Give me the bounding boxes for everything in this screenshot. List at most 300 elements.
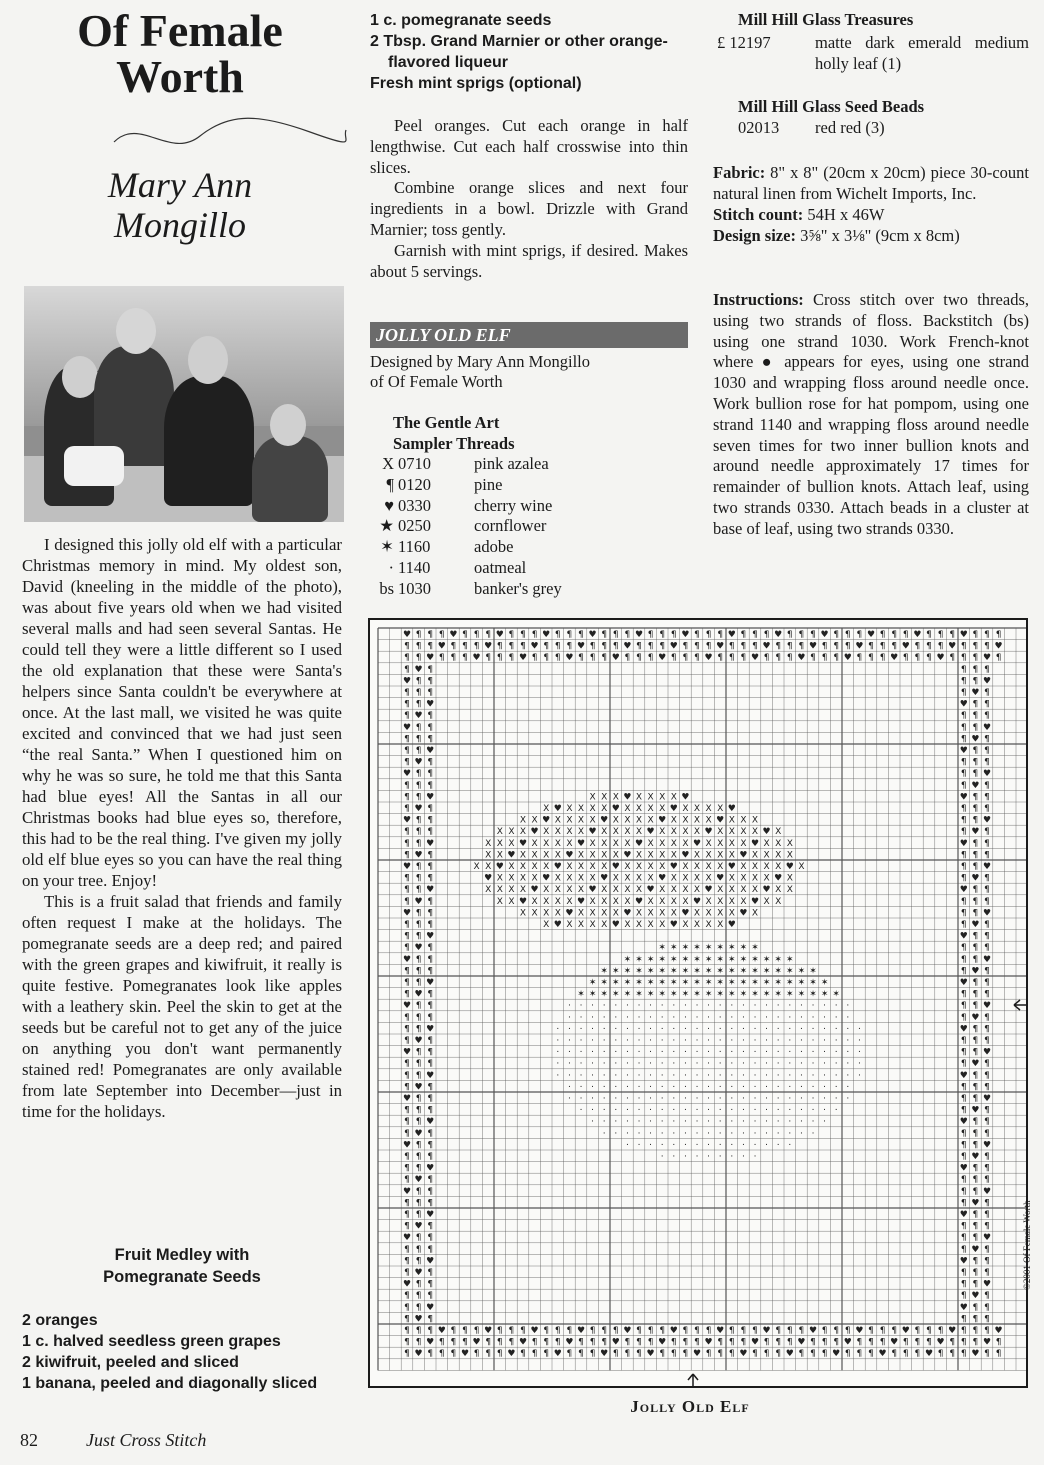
svg-text:·: ·	[753, 1036, 757, 1047]
svg-text:¶: ¶	[752, 1326, 758, 1337]
svg-text:✶: ✶	[739, 989, 748, 1000]
svg-text:·: ·	[602, 1082, 606, 1093]
svg-text:·: ·	[614, 1024, 618, 1035]
svg-text:♥: ♥	[994, 641, 1003, 652]
svg-text:♥: ♥	[681, 908, 690, 919]
svg-text:♥: ♥	[426, 838, 435, 849]
svg-text:♥: ♥	[623, 641, 632, 652]
chart-grid	[370, 620, 1026, 1386]
svg-text:¶: ¶	[578, 653, 584, 664]
svg-text:¶: ¶	[984, 711, 990, 722]
bead-description: red red (3)	[815, 118, 885, 137]
svg-text:♥: ♥	[460, 1349, 470, 1360]
svg-text:X: X	[659, 827, 666, 838]
svg-text:♥: ♥	[669, 862, 678, 873]
svg-text:♥: ♥	[669, 920, 678, 931]
svg-text:¶: ¶	[960, 1233, 967, 1244]
svg-text:♥: ♥	[658, 653, 667, 664]
svg-text:¶: ¶	[879, 630, 886, 641]
svg-text:✶: ✶	[646, 978, 655, 989]
svg-text:X: X	[624, 815, 631, 826]
svg-text:¶: ¶	[984, 630, 990, 641]
svg-text:¶: ¶	[589, 1337, 596, 1348]
svg-text:♥: ♥	[402, 722, 412, 733]
svg-text:X: X	[543, 804, 550, 815]
svg-text:·: ·	[823, 1059, 827, 1070]
svg-text:¶: ¶	[856, 1337, 863, 1348]
svg-text:·: ·	[625, 1059, 629, 1070]
svg-text:¶: ¶	[415, 1302, 422, 1313]
svg-text:X: X	[659, 920, 666, 931]
svg-text:♥: ♥	[959, 885, 968, 896]
svg-text:¶: ¶	[960, 722, 967, 733]
svg-text:X: X	[717, 896, 724, 907]
svg-text:X: X	[682, 827, 689, 838]
svg-text:¶: ¶	[404, 653, 410, 664]
svg-text:X: X	[693, 908, 701, 919]
svg-text:¶: ¶	[972, 1268, 979, 1279]
svg-text:✶: ✶	[786, 978, 794, 989]
svg-text:¶: ¶	[752, 641, 758, 652]
svg-text:¶: ¶	[960, 1279, 967, 1290]
svg-text:X: X	[682, 920, 689, 931]
svg-text:X: X	[566, 920, 573, 931]
svg-text:X: X	[740, 827, 747, 838]
svg-text:·: ·	[707, 1047, 711, 1058]
svg-text:¶: ¶	[404, 1302, 410, 1313]
svg-text:♥: ♥	[518, 838, 528, 849]
svg-text:¶: ¶	[531, 630, 538, 641]
svg-text:¶: ¶	[810, 1337, 816, 1348]
svg-text:·: ·	[567, 1012, 571, 1023]
svg-text:¶: ¶	[833, 653, 840, 664]
svg-text:♥: ♥	[971, 1012, 980, 1023]
svg-text:¶: ¶	[786, 653, 793, 664]
svg-text:X: X	[612, 873, 619, 884]
svg-text:♥: ♥	[414, 664, 423, 675]
svg-text:¶: ¶	[427, 769, 434, 780]
svg-text:X: X	[508, 862, 515, 873]
svg-text:♥: ♥	[402, 1140, 412, 1151]
svg-text:♥: ♥	[716, 1326, 725, 1337]
svg-text:♥: ♥	[959, 1070, 968, 1081]
svg-text:·: ·	[846, 1024, 850, 1035]
svg-text:·: ·	[614, 1105, 618, 1116]
svg-text:·: ·	[718, 1152, 722, 1163]
magazine-name: Just Cross Stitch	[86, 1430, 207, 1450]
svg-text:X: X	[740, 896, 747, 907]
svg-text:·: ·	[625, 1024, 629, 1035]
svg-text:X: X	[577, 920, 585, 931]
svg-text:·: ·	[695, 1059, 699, 1070]
svg-text:X: X	[624, 838, 631, 849]
svg-text:♥: ♥	[982, 815, 992, 826]
svg-text:·: ·	[637, 1094, 641, 1105]
svg-text:♥: ♥	[414, 1082, 423, 1093]
svg-text:¶: ¶	[960, 1152, 967, 1163]
svg-text:·: ·	[857, 1070, 861, 1081]
svg-text:·: ·	[625, 1105, 629, 1116]
svg-text:¶: ¶	[554, 641, 561, 652]
svg-text:¶: ¶	[972, 630, 979, 641]
svg-text:X: X	[728, 827, 735, 838]
svg-text:¶: ¶	[949, 653, 956, 664]
svg-text:X: X	[705, 850, 712, 861]
svg-text:X: X	[659, 896, 666, 907]
svg-text:¶: ¶	[427, 676, 434, 687]
svg-text:♥: ♥	[588, 885, 597, 896]
svg-text:♥: ♥	[982, 908, 992, 919]
svg-text:·: ·	[846, 1047, 850, 1058]
svg-text:·: ·	[765, 1012, 769, 1023]
svg-text:X: X	[751, 885, 759, 896]
svg-text:·: ·	[695, 1105, 699, 1116]
svg-text:¶: ¶	[636, 1326, 642, 1337]
svg-text:·: ·	[695, 1036, 699, 1047]
svg-text:·: ·	[660, 1047, 664, 1058]
svg-text:·: ·	[695, 1128, 699, 1139]
svg-text:✶: ✶	[635, 978, 643, 989]
svg-text:X: X	[519, 908, 527, 919]
svg-text:¶: ¶	[427, 641, 434, 652]
svg-text:·: ·	[765, 1105, 769, 1116]
svg-text:·: ·	[672, 1140, 676, 1151]
svg-text:♥: ♥	[959, 746, 968, 757]
svg-text:·: ·	[579, 1105, 583, 1116]
svg-text:X: X	[705, 873, 712, 884]
svg-text:¶: ¶	[415, 1012, 422, 1023]
svg-text:·: ·	[614, 1047, 618, 1058]
thread-color: adobe	[474, 537, 514, 557]
svg-text:¶: ¶	[404, 746, 410, 757]
svg-text:¶: ¶	[810, 653, 816, 664]
svg-text:·: ·	[741, 1152, 745, 1163]
svg-text:¶: ¶	[960, 1186, 967, 1197]
svg-text:♥: ♥	[414, 1175, 423, 1186]
svg-text:♥: ♥	[820, 630, 829, 641]
svg-text:X: X	[554, 850, 561, 861]
title-flourish	[110, 110, 350, 158]
svg-text:♥: ♥	[530, 1326, 539, 1337]
svg-text:♥: ♥	[426, 1163, 435, 1174]
svg-text:¶: ¶	[984, 931, 990, 942]
svg-text:X: X	[589, 896, 596, 907]
svg-text:·: ·	[741, 1059, 745, 1070]
svg-text:♥: ♥	[634, 630, 644, 641]
svg-text:·: ·	[695, 1094, 699, 1105]
svg-text:¶: ¶	[404, 804, 410, 815]
svg-text:·: ·	[649, 1140, 653, 1151]
svg-text:♥: ♥	[472, 1337, 481, 1348]
svg-text:¶: ¶	[404, 1221, 410, 1232]
svg-text:¶: ¶	[960, 641, 967, 652]
svg-text:¶: ¶	[543, 653, 550, 664]
svg-text:✶: ✶	[774, 989, 782, 1000]
svg-text:¶: ¶	[404, 920, 410, 931]
svg-text:✶: ✶	[728, 954, 736, 965]
svg-text:·: ·	[672, 1047, 676, 1058]
svg-text:X: X	[728, 873, 735, 884]
svg-text:¶: ¶	[786, 641, 793, 652]
svg-text:X: X	[612, 908, 619, 919]
svg-text:X: X	[728, 815, 735, 826]
svg-text:♥: ♥	[484, 1326, 493, 1337]
svg-text:¶: ¶	[763, 630, 770, 641]
svg-text:·: ·	[707, 1036, 711, 1047]
svg-text:¶: ¶	[612, 1349, 619, 1360]
svg-text:·: ·	[776, 1059, 780, 1070]
svg-text:X: X	[531, 850, 538, 861]
svg-text:·: ·	[811, 1024, 815, 1035]
svg-text:·: ·	[788, 1059, 792, 1070]
svg-text:·: ·	[672, 1128, 676, 1139]
svg-text:¶: ¶	[984, 1244, 990, 1255]
svg-text:♥: ♥	[542, 873, 551, 884]
svg-text:¶: ¶	[960, 769, 967, 780]
svg-text:·: ·	[765, 1024, 769, 1035]
svg-text:·: ·	[765, 1094, 769, 1105]
svg-text:♥: ♥	[890, 1337, 899, 1348]
svg-text:·: ·	[660, 1105, 664, 1116]
svg-text:X: X	[647, 838, 654, 849]
svg-text:♥: ♥	[681, 630, 690, 641]
svg-text:¶: ¶	[972, 1314, 979, 1325]
svg-text:·: ·	[823, 1094, 827, 1105]
svg-text:¶: ¶	[694, 653, 700, 664]
svg-text:♥: ♥	[426, 931, 435, 942]
svg-text:¶: ¶	[427, 1326, 434, 1337]
svg-text:♥: ♥	[704, 653, 713, 664]
svg-text:X: X	[659, 885, 666, 896]
svg-text:♥: ♥	[646, 1349, 655, 1360]
svg-text:¶: ¶	[659, 641, 666, 652]
svg-text:·: ·	[788, 1001, 792, 1012]
svg-text:¶: ¶	[404, 850, 410, 861]
svg-text:X: X	[670, 896, 677, 907]
svg-text:·: ·	[799, 1036, 803, 1047]
svg-text:♥: ♥	[623, 850, 632, 861]
svg-text:·: ·	[753, 1128, 757, 1139]
svg-text:X: X	[635, 862, 643, 873]
thread-row	[370, 537, 562, 558]
svg-text:¶: ¶	[821, 653, 828, 664]
svg-text:¶: ¶	[984, 1221, 990, 1232]
svg-text:✶: ✶	[728, 966, 736, 977]
svg-text:¶: ¶	[960, 1094, 967, 1105]
svg-text:¶: ¶	[404, 1349, 410, 1360]
svg-text:·: ·	[683, 1117, 687, 1128]
svg-text:¶: ¶	[879, 653, 886, 664]
svg-text:♥: ♥	[936, 1337, 945, 1348]
svg-text:·: ·	[556, 1059, 560, 1070]
svg-text:¶: ¶	[589, 641, 596, 652]
svg-text:X: X	[519, 815, 527, 826]
svg-text:X: X	[554, 908, 561, 919]
svg-text:·: ·	[730, 1094, 734, 1105]
svg-text:¶: ¶	[427, 1059, 434, 1070]
svg-text:¶: ¶	[972, 1094, 979, 1105]
svg-text:✶: ✶	[704, 954, 713, 965]
svg-text:X: X	[682, 838, 689, 849]
ingredient-item: Fresh mint sprigs (optional)	[370, 75, 582, 92]
svg-text:X: X	[751, 815, 759, 826]
svg-text:·: ·	[718, 1012, 722, 1023]
svg-text:·: ·	[788, 1128, 792, 1139]
svg-text:X: X	[670, 908, 677, 919]
svg-text:X: X	[763, 896, 770, 907]
svg-text:¶: ¶	[462, 1326, 468, 1337]
svg-text:·: ·	[811, 1082, 815, 1093]
svg-text:¶: ¶	[566, 1349, 573, 1360]
svg-text:♥: ♥	[426, 1337, 435, 1348]
svg-text:¶: ¶	[960, 664, 967, 675]
svg-text:¶: ¶	[984, 1302, 990, 1313]
svg-text:·: ·	[718, 1140, 722, 1151]
svg-text:¶: ¶	[937, 641, 944, 652]
svg-text:¶: ¶	[972, 1128, 979, 1139]
svg-text:X: X	[635, 815, 643, 826]
svg-text:♥: ♥	[982, 653, 992, 664]
svg-text:X: X	[601, 920, 608, 931]
svg-text:♥: ♥	[681, 850, 690, 861]
svg-text:♥: ♥	[553, 862, 562, 873]
svg-text:♥: ♥	[959, 1024, 968, 1035]
svg-text:¶: ¶	[868, 1337, 874, 1348]
svg-text:¶: ¶	[531, 1337, 538, 1348]
svg-text:·: ·	[707, 1105, 711, 1116]
svg-text:¶: ¶	[427, 804, 434, 815]
svg-text:¶: ¶	[415, 1059, 422, 1070]
svg-text:·: ·	[695, 1001, 699, 1012]
svg-text:·: ·	[660, 1117, 664, 1128]
svg-text:¶: ¶	[972, 722, 979, 733]
svg-text:X: X	[751, 873, 759, 884]
svg-text:✶: ✶	[739, 966, 748, 977]
svg-text:X: X	[519, 873, 527, 884]
svg-text:X: X	[693, 862, 701, 873]
svg-text:✶: ✶	[658, 966, 666, 977]
svg-text:X: X	[682, 862, 689, 873]
svg-text:¶: ¶	[427, 757, 434, 768]
svg-text:¶: ¶	[960, 954, 967, 965]
svg-text:X: X	[531, 838, 538, 849]
svg-text:·: ·	[649, 1001, 653, 1012]
svg-text:♥: ♥	[948, 1326, 957, 1337]
svg-text:X: X	[496, 873, 503, 884]
svg-text:¶: ¶	[415, 1326, 422, 1337]
svg-text:¶: ¶	[682, 1326, 689, 1337]
svg-text:¶: ¶	[694, 1337, 700, 1348]
svg-text:·: ·	[625, 1012, 629, 1023]
svg-text:¶: ¶	[415, 792, 422, 803]
svg-text:·: ·	[707, 1128, 711, 1139]
svg-text:¶: ¶	[972, 699, 979, 710]
svg-text:¶: ¶	[960, 1175, 967, 1186]
svg-text:·: ·	[672, 1117, 676, 1128]
svg-text:¶: ¶	[415, 1233, 422, 1244]
svg-text:X: X	[612, 896, 619, 907]
svg-text:♥: ♥	[426, 978, 435, 989]
svg-text:X: X	[647, 873, 654, 884]
svg-text:X: X	[705, 838, 712, 849]
svg-text:¶: ¶	[404, 1012, 410, 1023]
svg-text:♥: ♥	[611, 653, 620, 664]
svg-text:¶: ¶	[960, 966, 967, 977]
svg-text:·: ·	[707, 1082, 711, 1093]
svg-text:X: X	[624, 873, 631, 884]
svg-text:·: ·	[602, 1128, 606, 1139]
svg-text:✶: ✶	[751, 954, 759, 965]
svg-text:♥: ♥	[762, 885, 771, 896]
svg-text:·: ·	[672, 1082, 676, 1093]
svg-text:·: ·	[753, 1094, 757, 1105]
svg-text:·: ·	[567, 1024, 571, 1035]
svg-text:¶: ¶	[984, 1012, 990, 1023]
svg-text:¶: ¶	[937, 1349, 944, 1360]
svg-text:¶: ¶	[404, 1244, 410, 1255]
svg-text:·: ·	[799, 1070, 803, 1081]
design-size-text: 3⅝" x 3⅛" (9cm x 8cm)	[795, 226, 960, 245]
svg-text:·: ·	[823, 1070, 827, 1081]
svg-text:✶: ✶	[681, 978, 690, 989]
svg-text:¶: ¶	[984, 1291, 990, 1302]
svg-text:X: X	[705, 804, 712, 815]
svg-text:X: X	[763, 838, 770, 849]
svg-text:✶: ✶	[646, 966, 655, 977]
svg-text:·: ·	[741, 1036, 745, 1047]
svg-text:·: ·	[741, 1128, 745, 1139]
svg-text:·: ·	[625, 1070, 629, 1081]
thread-code: 1030	[398, 578, 431, 598]
svg-text:✶: ✶	[623, 978, 632, 989]
svg-text:¶: ¶	[404, 780, 410, 791]
svg-text:X: X	[647, 920, 654, 931]
svg-text:¶: ¶	[427, 908, 434, 919]
svg-text:¶: ¶	[960, 1059, 967, 1070]
svg-text:·: ·	[649, 1036, 653, 1047]
svg-text:✶: ✶	[774, 978, 782, 989]
svg-text:¶: ¶	[415, 920, 422, 931]
svg-text:·: ·	[660, 1012, 664, 1023]
svg-text:¶: ¶	[972, 1036, 979, 1047]
designer-line-1: Designed by Mary Ann Mongillo	[370, 352, 590, 371]
svg-text:¶: ¶	[960, 653, 967, 664]
svg-text:♥: ♥	[982, 1047, 992, 1058]
svg-text:·: ·	[741, 1012, 745, 1023]
svg-text:X: X	[496, 885, 503, 896]
svg-text:¶: ¶	[427, 1349, 434, 1360]
svg-text:♥: ♥	[576, 641, 586, 652]
svg-text:·: ·	[683, 1128, 687, 1139]
svg-text:·: ·	[707, 1059, 711, 1070]
svg-text:¶: ¶	[427, 873, 434, 884]
svg-text:♥: ♥	[553, 920, 562, 931]
svg-text:¶: ¶	[438, 1349, 445, 1360]
svg-text:¶: ¶	[404, 688, 410, 699]
svg-text:✶: ✶	[681, 989, 690, 1000]
thread-code: 0710	[398, 454, 431, 473]
thread-code: 1160	[398, 537, 431, 557]
svg-text:♥: ♥	[588, 827, 597, 838]
svg-text:✶: ✶	[820, 989, 829, 1000]
svg-text:X: X	[554, 885, 561, 896]
svg-text:·: ·	[567, 1070, 571, 1081]
svg-text:·: ·	[741, 1024, 745, 1035]
svg-text:¶: ¶	[717, 1337, 724, 1348]
svg-text:X: X	[670, 885, 677, 896]
svg-text:¶: ¶	[415, 908, 422, 919]
svg-text:¶: ¶	[984, 1268, 990, 1279]
